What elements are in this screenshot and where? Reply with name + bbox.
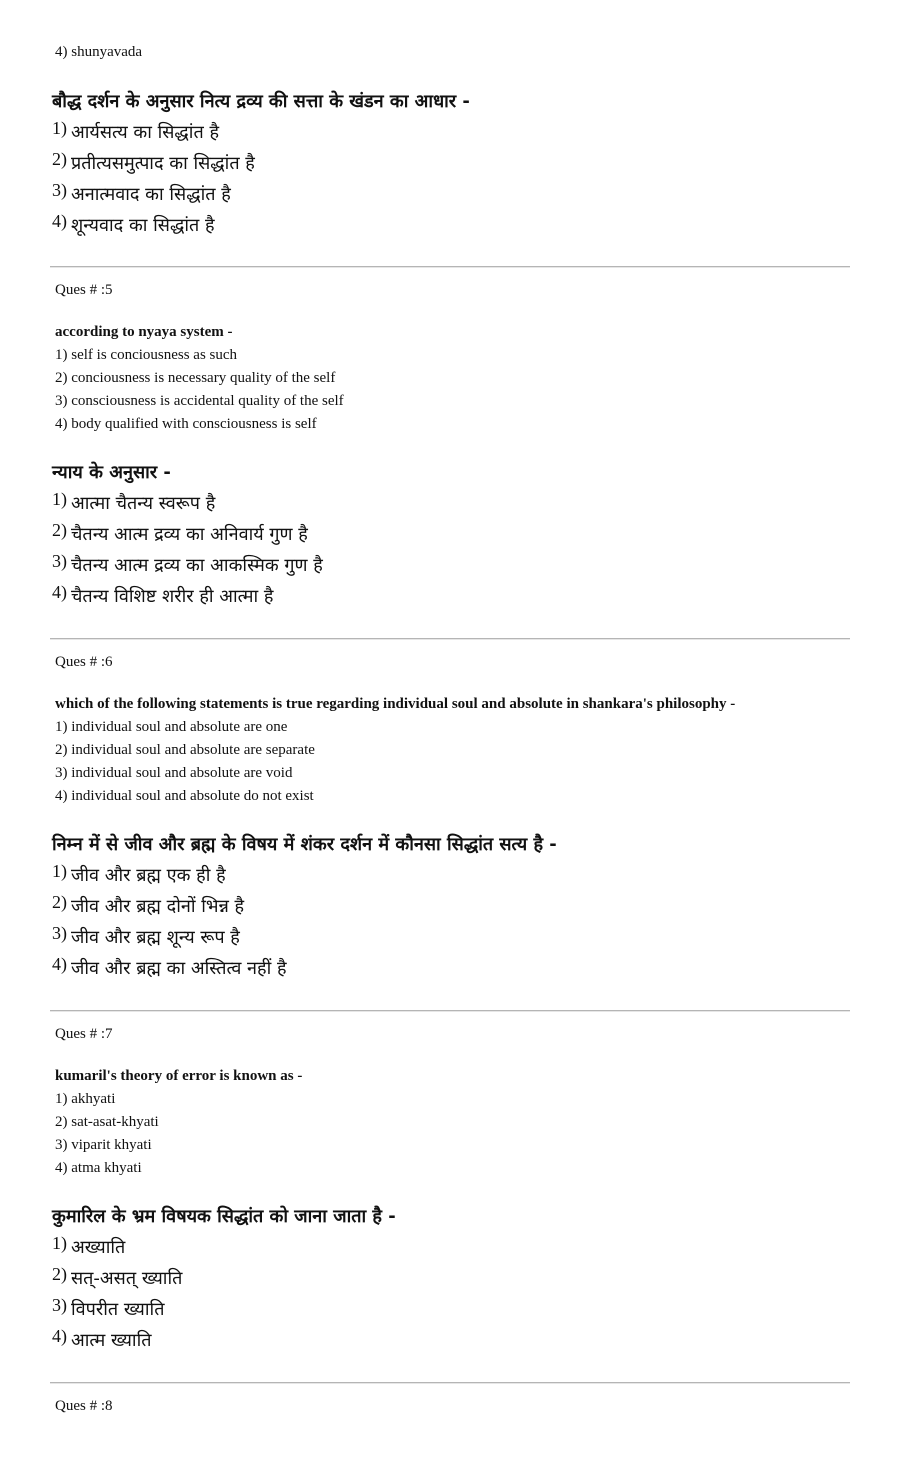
q5-hi-option-3: 3) चैतन्य आत्म द्रव्य का आकस्मिक गुण है — [52, 551, 323, 576]
q7-hi-option-1: 1) अख्याति — [52, 1233, 126, 1258]
q7-en-option-4: 4) atma khyati — [55, 1160, 142, 1176]
q7-label: Ques # :7 — [55, 1026, 113, 1042]
q6-label: Ques # :6 — [55, 654, 113, 670]
q7-en-option-3: 3) viparit khyati — [55, 1137, 152, 1153]
q6-en-option-3: 3) individual soul and absolute are void — [55, 765, 293, 781]
q6-hi-option-4: 4) जीव और ब्रह्म का अस्तित्व नहीं है — [52, 954, 287, 979]
q5-en-question: according to nyaya system - — [55, 324, 233, 340]
q5-hi-option-4: 4) चैतन्य विशिष्ट शरीर ही आत्मा है — [52, 582, 274, 607]
q4-hi-option-1: 1) आर्यसत्य का सिद्धांत है — [52, 118, 220, 143]
q7-en-question: kumaril's theory of error is known as - — [55, 1068, 303, 1084]
section-divider — [50, 1010, 850, 1012]
q5-en-option-3: 3) consciousness is accidental quality of the self — [55, 393, 344, 409]
q6-hi-option-3: 3) जीव और ब्रह्म शून्य रूप है — [52, 923, 240, 948]
q5-en-option-4: 4) body qualified with consciousness is self — [55, 416, 317, 432]
q6-en-option-2: 2) individual soul and absolute are separate — [55, 742, 315, 758]
q6-hi-question: निम्न में से जीव और ब्रह्म के विषय में शंकर दर्शन में कौनसा सिद्धांत सत्य है - — [52, 834, 557, 855]
q5-hi-option-2: 2) चैतन्य आत्म द्रव्य का अनिवार्य गुण है — [52, 520, 308, 545]
q7-en-option-2: 2) sat-asat-khyati — [55, 1114, 159, 1130]
section-divider — [50, 1382, 850, 1384]
q4-hi-option-3: 3) अनात्मवाद का सिद्धांत है — [52, 180, 231, 205]
q8-label: Ques # :8 — [55, 1398, 113, 1414]
q5-en-option-1: 1) self is conciousness as such — [55, 347, 238, 363]
q5-hi-question: न्याय के अनुसार - — [52, 462, 171, 483]
section-divider — [50, 266, 850, 268]
q7-hi-question: कुमारिल के भ्रम विषयक सिद्धांत को जाना जाता है - — [52, 1206, 396, 1227]
q5-hi-option-1: 1) आत्मा चैतन्य स्वरूप है — [52, 489, 216, 514]
q4-hi-question: बौद्ध दर्शन के अनुसार नित्य द्रव्य की सत्ता के खंडन का आधार - — [52, 91, 470, 112]
q7-en-option-1: 1) akhyati — [55, 1091, 116, 1107]
q6-en-question: which of the following statements is true regarding individual soul and absolute in shankara's philosophy - — [55, 696, 736, 712]
q4-hi-option-2: 2) प्रतीत्यसमुत्पाद का सिद्धांत है — [52, 149, 255, 174]
q6-hi-option-1: 1) जीव और ब्रह्म एक ही है — [52, 861, 226, 886]
q6-hi-option-2: 2) जीव और ब्रह्म दोनों भिन्न है — [52, 892, 245, 917]
q4-hi-option-4: 4) शून्यवाद का सिद्धांत है — [52, 211, 215, 236]
q7-hi-option-2: 2) सत्-असत् ख्याति — [52, 1264, 183, 1289]
q7-hi-option-3: 3) विपरीत ख्याति — [52, 1295, 165, 1320]
q5-en-option-2: 2) conciousness is necessary quality of the self — [55, 370, 336, 386]
q6-en-option-1: 1) individual soul and absolute are one — [55, 719, 288, 735]
q5-label: Ques # :5 — [55, 282, 113, 298]
q4-en-option-4: 4) shunyavada — [55, 44, 143, 60]
q6-en-option-4: 4) individual soul and absolute do not exist — [55, 788, 314, 804]
section-divider — [50, 638, 850, 640]
q7-hi-option-4: 4) आत्म ख्याति — [52, 1326, 152, 1351]
